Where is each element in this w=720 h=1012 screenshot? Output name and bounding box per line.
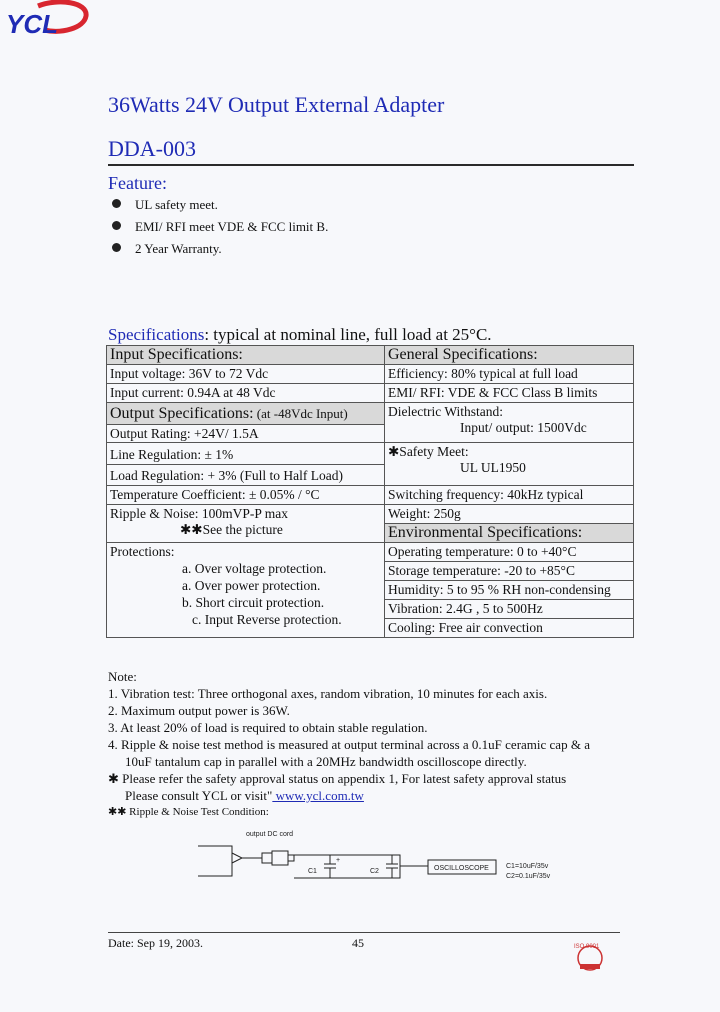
feature-item: UL safety meet. xyxy=(112,197,218,213)
svg-text:+: + xyxy=(336,857,341,864)
line-regulation: Line Regulation: ± 1% xyxy=(107,443,385,465)
emi-rfi: EMI/ RFI: VDE & FCC Class B limits xyxy=(385,384,634,403)
cooling: Cooling: Free air convection xyxy=(385,619,634,638)
safety-label: ✱Safety Meet: xyxy=(388,444,469,459)
feature-heading: Feature: xyxy=(108,173,167,193)
efficiency: Efficiency: 80% typical at full load xyxy=(385,365,634,384)
protections-cell xyxy=(107,543,385,638)
ripple-cell xyxy=(107,505,385,543)
logo-text: YCL xyxy=(6,9,58,39)
footer-date: Date: Sep 19, 2003. xyxy=(108,936,203,950)
vibration: Vibration: 2.4G , 5 to 500Hz xyxy=(385,600,634,619)
c2-value: C2=0.1uF/35v xyxy=(506,873,551,880)
operating-temperature: Operating temperature: 0 to +40°C xyxy=(385,543,634,562)
note-item: 4. Ripple & noise test method is measured at output terminal across a 0.1uF ceramic cap & a xyxy=(108,737,590,752)
c2-label: C2 xyxy=(370,868,379,875)
output-spec-header: Output Specifications: (at -48Vdc Input) xyxy=(107,403,384,425)
c1-label: C1 xyxy=(308,868,317,875)
note-item: 3. At least 20% of load is required to obtain stable regulation. xyxy=(108,720,428,735)
environmental-spec-header: Environmental Specifications: xyxy=(385,524,634,543)
note-item: ✱ Please refer the safety approval status on appendix 1, For latest safety approval status xyxy=(108,771,567,786)
specifications-table xyxy=(106,345,634,638)
humidity: Humidity: 5 to 95 % RH non-condensing xyxy=(385,581,634,600)
protection-over-power: a. Over power protection. xyxy=(182,578,321,593)
ripple-test-circuit xyxy=(180,826,570,896)
output-rating: Output Rating: +24V/ 1.5A xyxy=(110,426,259,441)
c1-value: C1=10uF/35v xyxy=(506,863,549,870)
dielectric-cell xyxy=(385,403,634,443)
website-link[interactable]: www.ycl.com.tw xyxy=(272,788,364,803)
input-current: Input current: 0.94A at 48 Vdc xyxy=(107,384,385,403)
protection-input-reverse: c. Input Reverse protection. xyxy=(192,612,342,627)
weight: Weight: 250g xyxy=(385,505,634,524)
bullet-icon xyxy=(112,199,121,208)
safety-cell xyxy=(385,443,634,486)
load-regulation: Load Regulation: + 3% (Full to Half Load) xyxy=(107,465,385,486)
oscilloscope-label: OSCILLOSCOPE xyxy=(434,865,489,872)
iso-text: ISO 9001 xyxy=(574,944,600,950)
page-title: 36Watts 24V Output External Adapter xyxy=(108,92,445,117)
dielectric-label: Dielectric Withstand: xyxy=(388,404,504,419)
general-spec-header: General Specifications: xyxy=(385,346,634,365)
feature-item: EMI/ RFI meet VDE & FCC limit B. xyxy=(112,219,328,235)
ripple-noise: Ripple & Noise: 100mVP-P max xyxy=(110,506,288,521)
specifications-heading: Specifications: typical at nominal line, full load at 25°C. xyxy=(108,325,492,344)
input-spec-header: Input Specifications: xyxy=(107,346,385,365)
header-divider xyxy=(108,164,634,166)
input-voltage: Input voltage: 36V to 72 Vdc xyxy=(107,365,385,384)
ycl-logo xyxy=(0,0,92,40)
notes-heading: Note: xyxy=(108,669,137,684)
model-number: DDA-003 xyxy=(108,136,196,161)
ripple-note: ✱✱See the picture xyxy=(180,522,283,537)
feature-item: 2 Year Warranty. xyxy=(112,241,222,257)
note-item: 2. Maximum output power is 36W. xyxy=(108,703,290,718)
output-spec-cell xyxy=(107,403,385,443)
protections-label: Protections: xyxy=(110,544,175,559)
iso-badge-icon xyxy=(566,938,614,974)
bullet-icon xyxy=(112,221,121,230)
note-item: 10uF tantalum cap in parallel with a 20MHz bandwidth oscilloscope directly. xyxy=(125,754,527,769)
bullet-icon xyxy=(112,243,121,252)
safety-value: UL UL1950 xyxy=(460,460,526,475)
dielectric-value: Input/ output: 1500Vdc xyxy=(460,420,587,435)
page-number: 45 xyxy=(352,936,364,950)
storage-temperature: Storage temperature: -20 to +85°C xyxy=(385,562,634,581)
note-item: 1. Vibration test: Three orthogonal axes, random vibration, 10 minutes for each axis. xyxy=(108,686,548,701)
note-item: Please consult YCL or visit" www.ycl.com.tw xyxy=(125,788,364,803)
circuit-top-label: output DC cord xyxy=(246,831,294,838)
footer-divider xyxy=(108,932,620,933)
note-item: ✱✱ Ripple & Noise Test Condition: xyxy=(108,806,269,818)
protection-short-circuit: b. Short circuit protection. xyxy=(182,595,325,610)
temperature-coefficient: Temperature Coefficient: ± 0.05% / °C xyxy=(107,486,385,505)
notes-section xyxy=(108,668,590,821)
protection-over-voltage: a. Over voltage protection. xyxy=(182,561,327,576)
switching-frequency: Switching frequency: 40kHz typical xyxy=(385,486,634,505)
